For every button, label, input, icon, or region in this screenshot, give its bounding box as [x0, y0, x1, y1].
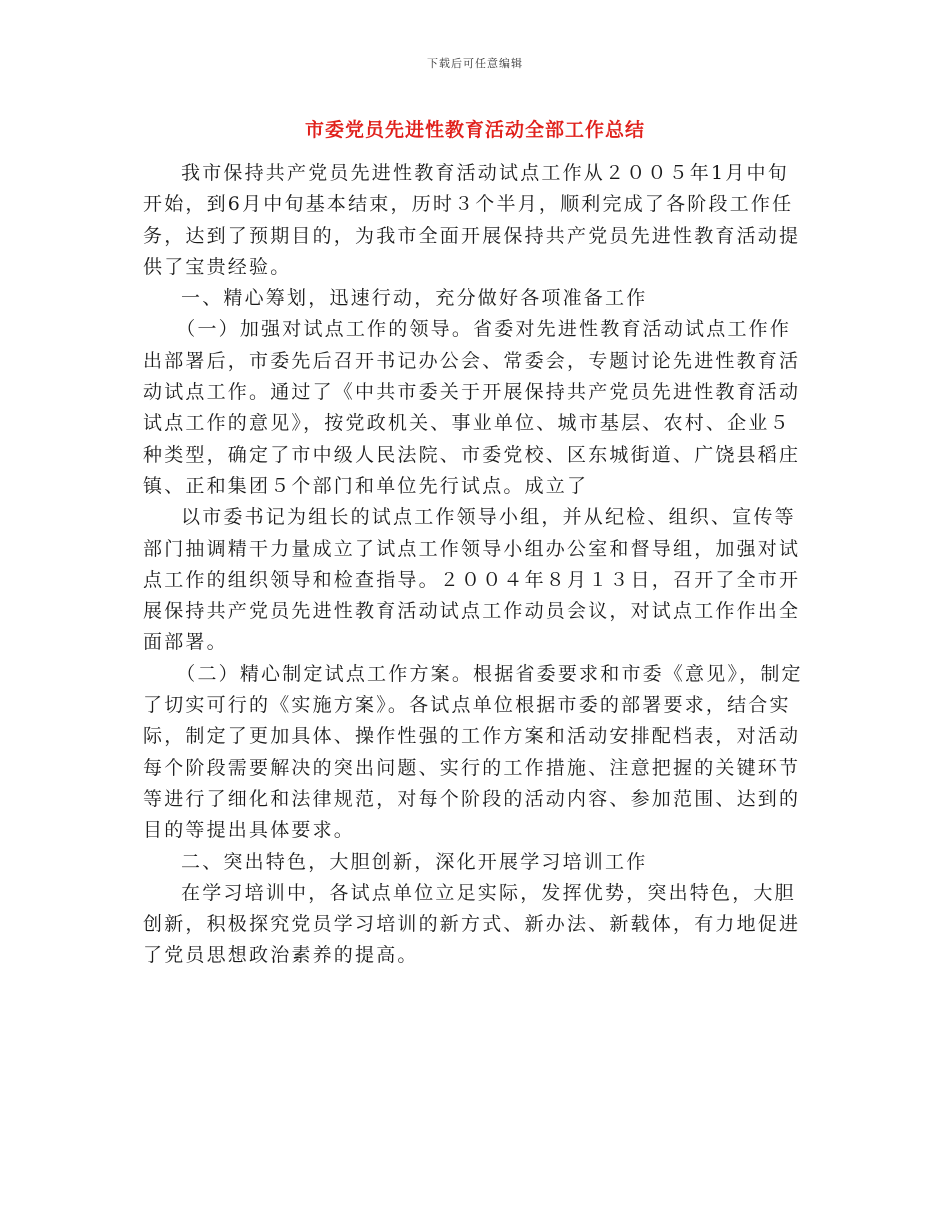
section-heading-2: 二、突出特色，大胆创新，深化开展学习培训工作	[181, 850, 648, 873]
document-body	[143, 158, 808, 972]
paragraph-training: 在学习培训中，各试点单位立足实际，发挥优势，突出特色，大胆创新，积极探究党员学习培训的新方式、新办法、新载体，有力地促进了党员思想政治素养的提高。	[143, 881, 801, 967]
header-note: 下载后可任意编辑	[427, 57, 523, 70]
paragraph-leading-group: 以市委书记为组长的试点工作领导小组，并从纪检、组织、宣传等部门抽调精干力量成立了试点工作领导小组办公室和督导组，加强对试点工作的组织领导和检查指导。２００４年８月１３日，召开了全市开展保持共产党员先进性教育活动试点工作动员会议，对试点工作作出全面部署。	[143, 506, 801, 654]
paragraph-intro: 我市保持共产党员先进性教育活动试点工作从２００５年1月中旬开始，到6月中旬基本结束，历时３个半月，顺利完成了各阶段工作任务，达到了预期目的，为我市全面开展保持共产党员先进性教育活动提供了宝贵经验。	[143, 162, 801, 278]
paragraph-leadership: （一）加强对试点工作的领导。省委对先进性教育活动试点工作作出部署后，市委先后召开书记办公会、常委会，专题讨论先进性教育活动试点工作。通过了《中共市委关于开展保持共产党员先进性教育活动试点工作的意见》，按党政机关、事业单位、城市基层、农村、企业５种类型，确定了市中级人民法院、市委党校、区东城街道、广饶县稻庄镇、正和集团５个部门和单位先行试点。成立了	[143, 318, 801, 497]
paragraph-plan: （二）精心制定试点工作方案。根据省委要求和市委《意见》，制定了切实可行的《实施方案》。各试点单位根据市委的部署要求，结合实际，制定了更加具体、操作性强的工作方案和活动安排配档表，对活动每个阶段需要解决的突出问题、实行的工作措施、注意把握的关键环节等进行了细化和法律规范，对每个阶段的活动内容、参加范围、达到的目的等提出具体要求。	[143, 662, 803, 842]
document-title: 市委党员先进性教育活动全部工作总结	[304, 119, 645, 141]
section-heading-1: 一、精心筹划，迅速行动，充分做好各项准备工作	[181, 287, 648, 310]
